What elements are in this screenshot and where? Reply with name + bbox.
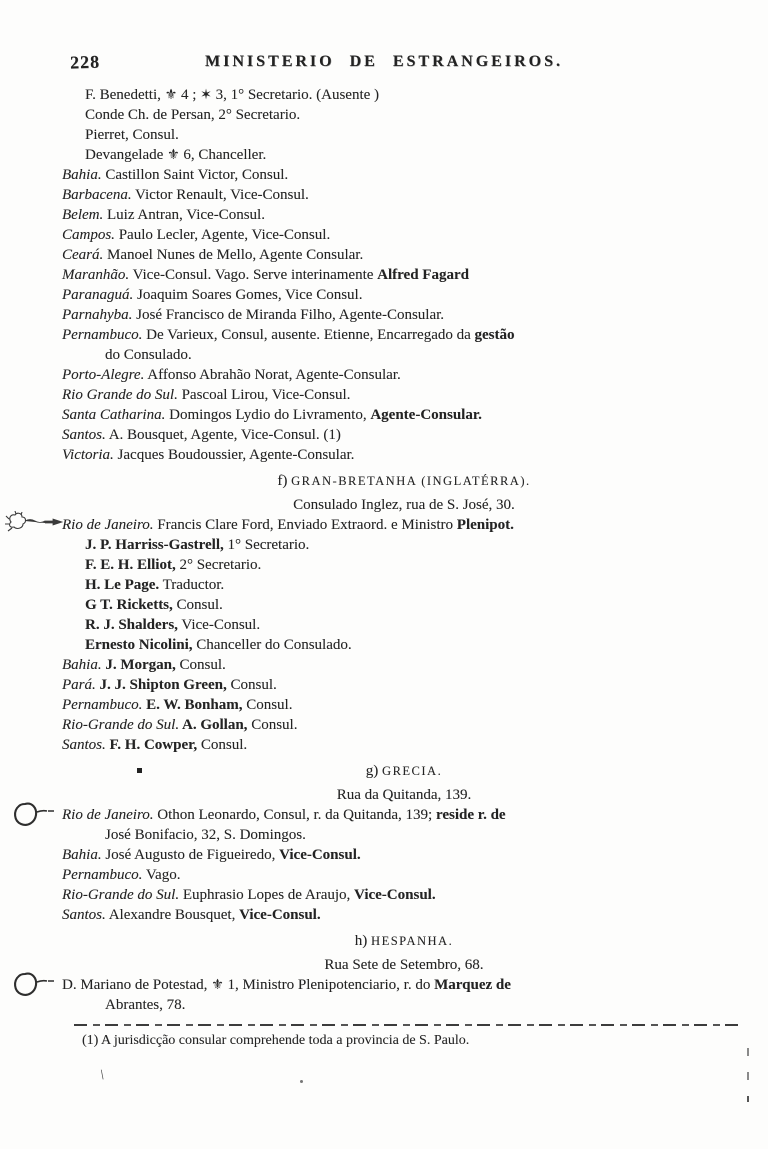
text-segment: Bahia. [62, 167, 102, 183]
text-segment: Consul. [242, 697, 293, 713]
text-line [62, 635, 746, 655]
text-line [62, 225, 746, 245]
text-segment: E. W. Bonham, [142, 697, 243, 713]
text-segment: Alfred Fagard [377, 267, 469, 283]
text-segment: Agente-Consular. [370, 407, 482, 423]
text-segment: Ernesto Nicolini, [85, 637, 193, 653]
text-line [62, 825, 746, 845]
page-number: 228 [69, 51, 101, 73]
text-segment: José Francisco de Miranda Filho, Agente-Consular. [132, 307, 445, 323]
text-segment: Othon Leonardo, Consul, r. da Quitanda, 139; [153, 807, 436, 823]
text-line [62, 105, 746, 125]
text-segment: Rio de Janeiro. [62, 807, 154, 823]
text-line [62, 785, 746, 805]
decoration-icon: ⚜ [164, 87, 178, 103]
text-segment: F. H. Cowper, [105, 737, 198, 753]
text-line [62, 675, 746, 695]
stray-ink-dot [300, 1080, 303, 1083]
text-line [62, 735, 746, 755]
text-segment: Jacques Boudoussier, Agente-Consular. [113, 447, 355, 463]
text-segment: Victoria. [62, 447, 114, 463]
text-segment: Consulado Inglez, rua de S. José, 30. [293, 497, 515, 513]
text-segment: h) [354, 933, 372, 949]
text-segment: Rio Grande do Sul. [62, 387, 178, 403]
text-segment: Rio de Janeiro. [62, 517, 154, 533]
text-segment: Pierret, Consul. [85, 127, 179, 143]
text-segment: Pernambuco. [62, 327, 143, 343]
text-line [62, 265, 746, 285]
text-segment: Parnahyba. [62, 307, 133, 323]
page-header-title: MINISTERIO DE ESTRANGEIROS. [205, 53, 563, 70]
text-segment: Joaquim Soares Gomes, Vice Consul. [133, 287, 363, 303]
text-line [62, 245, 746, 265]
text-segment: J. J. Shipton Green, [95, 677, 227, 693]
page-body [62, 85, 746, 1050]
text-segment: Vago. [142, 867, 181, 883]
text-segment: Chanceller do Consulado. [192, 637, 352, 653]
text-segment: Paranaguá. [62, 287, 134, 303]
text-segment: reside r. de [435, 807, 506, 823]
text-segment: 3, 1° Secretario. (Ausente ) [211, 87, 380, 103]
text-segment: Conde Ch. de Persan, 2° Secretario. [85, 107, 301, 123]
text-segment: Rua Sete de Setembro, 68. [324, 957, 484, 973]
text-segment: F. Benedetti, [85, 87, 165, 103]
text-segment: Vice-Consul. [279, 847, 361, 863]
text-segment: Affonso Abrahão Norat, Agente-Consular. [144, 367, 401, 383]
text-segment: R. J. Shalders, [85, 617, 178, 633]
text-segment: Consul. [247, 717, 298, 733]
text-segment: F. E. H. Elliot, [85, 557, 176, 573]
text-segment: Paulo Lecler, Agente, Vice-Consul. [114, 227, 331, 243]
text-line [62, 85, 746, 105]
text-segment: Vice-Consul. [177, 617, 261, 633]
text-line [62, 595, 746, 615]
text-segment: Rio-Grande do Sul. [62, 717, 180, 733]
text-segment: 1, Ministro Plenipotenciario, r. do [223, 977, 435, 993]
text-segment: Alexandre Bousquet, [105, 907, 240, 923]
text-segment: Rua da Quitanda, 139. [336, 787, 472, 803]
text-segment: Luiz Antran, Vice-Consul. [103, 207, 265, 223]
stray-ink-mark: \ [99, 1067, 105, 1084]
text-line [62, 425, 746, 445]
text-segment: J. P. Harriss-Gastrell, [85, 537, 224, 553]
text-segment: HESPANHA. [371, 934, 454, 948]
text-segment: GRAN-BRETANHA (INGLATÉRRA). [291, 474, 531, 488]
text-line [62, 325, 746, 345]
section-heading [62, 471, 746, 491]
text-segment: Devangelade [85, 147, 168, 163]
decoration-icon: ✶ [200, 87, 212, 103]
text-segment: Bahia. [62, 847, 102, 863]
text-segment: A. Gollan, [179, 717, 248, 733]
text-segment: Santos. [62, 907, 106, 923]
text-line [62, 405, 746, 425]
text-line [62, 975, 746, 995]
manicule-annotation-icon [2, 510, 64, 543]
text-segment: Consul. [172, 597, 223, 613]
text-segment: Ceará. [62, 247, 104, 263]
text-segment: Pernambuco. [62, 867, 143, 883]
stray-square-ink-mark [137, 768, 142, 773]
text-segment: Barbacena. [62, 187, 132, 203]
text-segment: Abrantes, 78. [105, 997, 186, 1013]
text-line [62, 445, 746, 465]
footnote-text: (1) A jurisdicção consular comprehende toda a provincia de S. Paulo. [82, 1033, 470, 1048]
text-segment: Vice-Consul. Vago. Serve interinamente [129, 267, 378, 283]
text-line [62, 555, 746, 575]
text-line [62, 165, 746, 185]
text-line [62, 365, 746, 385]
text-segment: Pará. [62, 677, 96, 693]
text-segment: Santos. [62, 737, 106, 753]
text-segment: Plenipot. [456, 517, 514, 533]
text-segment: GRECIA. [382, 764, 443, 778]
section-heading [62, 931, 746, 951]
text-segment: Victor Renault, Vice-Consul. [131, 187, 309, 203]
text-line [62, 885, 746, 905]
text-line [62, 385, 746, 405]
page-edge-mark [747, 1048, 749, 1056]
text-line [62, 865, 746, 885]
text-segment: 6, Chanceller. [179, 147, 267, 163]
text-segment: D. Mariano de Potestad, [62, 977, 212, 993]
text-segment: Francis Clare Ford, Enviado Extraord. e Ministro [153, 517, 457, 533]
text-line [62, 185, 746, 205]
text-segment: Santa Catharina. [62, 407, 166, 423]
text-segment: Marquez de [434, 977, 511, 993]
decoration-icon: ⚜ [167, 147, 180, 163]
text-line [62, 495, 746, 515]
text-segment: Maranhão. [62, 267, 130, 283]
text-line [62, 805, 746, 825]
text-segment: 4 ; [177, 87, 201, 103]
text-line [62, 615, 746, 635]
text-segment: 1° Secretario. [223, 537, 310, 553]
text-segment: f) [277, 473, 292, 489]
text-line [62, 655, 746, 675]
text-segment: Rio-Grande do Sul. [62, 887, 180, 903]
text-segment: A. Bousquet, Agente, Vice-Consul. (1) [105, 427, 341, 443]
text-segment: Manoel Nunes de Mello, Agente Consular. [103, 247, 364, 263]
text-segment: 2° Secretario. [175, 557, 262, 573]
text-line [62, 845, 746, 865]
text-segment: Domingos Lydio do Livramento, [165, 407, 371, 423]
text-segment: Consul. [197, 737, 248, 753]
text-segment: Traductor. [159, 577, 225, 593]
text-line [62, 905, 746, 925]
page-edge-mark [747, 1072, 749, 1080]
section-heading [62, 761, 746, 781]
text-line [62, 285, 746, 305]
text-segment: Consul. [175, 657, 226, 673]
text-segment: G T. Ricketts, [85, 597, 173, 613]
text-line [62, 125, 746, 145]
text-line [62, 205, 746, 225]
text-segment: gestão [474, 327, 515, 343]
text-segment: H. Le Page. [85, 577, 160, 593]
text-segment: Belem. [62, 207, 104, 223]
text-segment: Castillon Saint Victor, Consul. [101, 167, 289, 183]
text-segment: Pernambuco. [62, 697, 143, 713]
text-line [62, 345, 746, 365]
footnote-divider [74, 1024, 742, 1026]
text-line [62, 575, 746, 595]
text-segment: Vice-Consul. [239, 907, 321, 923]
page-edge-mark [747, 1096, 749, 1102]
text-line [62, 995, 746, 1015]
ring-annotation-icon [10, 971, 58, 1005]
text-segment: J. Morgan, [101, 657, 176, 673]
text-segment: do Consulado. [105, 347, 192, 363]
text-segment: Euphrasio Lopes de Araujo, [179, 887, 355, 903]
text-line [62, 715, 746, 735]
text-line [62, 535, 746, 555]
text-line [62, 695, 746, 715]
text-line [62, 515, 746, 535]
text-segment: g) [365, 763, 383, 779]
text-line [62, 145, 746, 165]
text-line [62, 305, 746, 325]
text-segment: Vice-Consul. [354, 887, 436, 903]
text-segment: José Bonifacio, 32, S. Domingos. [105, 827, 306, 843]
decoration-icon: ⚜ [211, 977, 224, 993]
text-segment: José Augusto de Figueiredo, [101, 847, 280, 863]
ring-annotation-icon [10, 801, 58, 835]
text-segment: Campos. [62, 227, 115, 243]
text-line [62, 955, 746, 975]
text-segment: De Varieux, Consul, ausente. Etienne, Encarregado da [142, 327, 475, 343]
text-segment: Porto-Alegre. [62, 367, 145, 383]
text-segment: Consul. [226, 677, 277, 693]
text-segment: Santos. [62, 427, 106, 443]
text-segment: Bahia. [62, 657, 102, 673]
text-segment: Pascoal Lirou, Vice-Consul. [177, 387, 351, 403]
